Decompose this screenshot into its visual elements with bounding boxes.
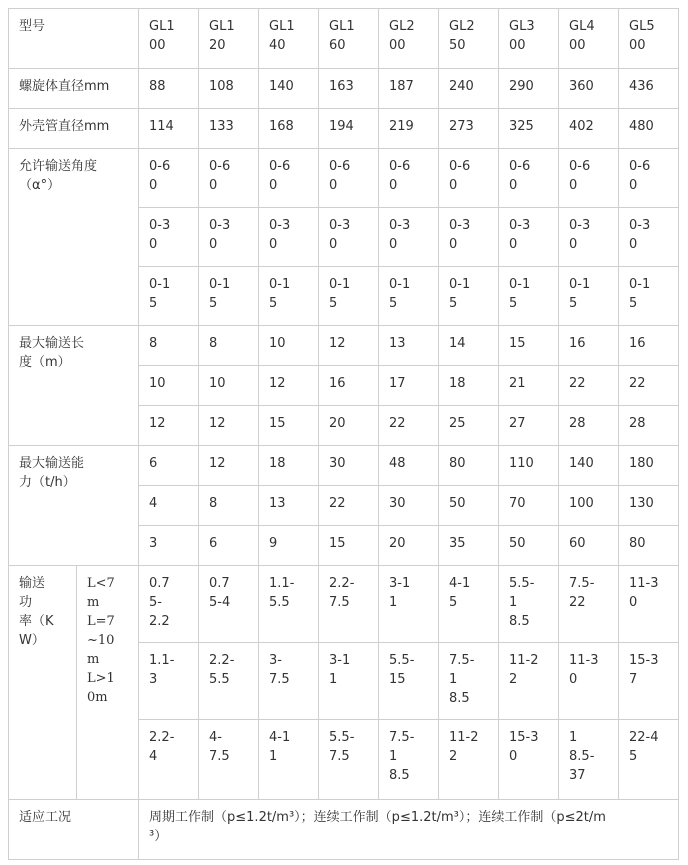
row-max-length-value-text: 14 bbox=[449, 336, 466, 351]
row-angle-value bbox=[559, 149, 619, 208]
row-max-length-value bbox=[259, 326, 319, 366]
row-capacity-value bbox=[619, 446, 679, 486]
row-max-length-value-text: 8 bbox=[209, 336, 218, 351]
header-model-2 bbox=[259, 9, 319, 69]
row-power-value-text: 4-1 5 bbox=[449, 576, 471, 610]
row-capacity-value-text: 180 bbox=[629, 456, 654, 471]
row-angle-value-text: 0-1 5 bbox=[629, 277, 651, 311]
row-max-length-value bbox=[139, 406, 199, 446]
row-capacity-value-text: 22 bbox=[329, 496, 346, 511]
row-pipe-diameter-value bbox=[619, 109, 679, 149]
row-screw-diameter-value-text: 240 bbox=[449, 79, 474, 94]
row-angle-value-text: 0-1 5 bbox=[569, 277, 591, 311]
row-max-length-value-text: 22 bbox=[569, 376, 586, 391]
row-screw-diameter-value bbox=[619, 69, 679, 109]
row-power-value bbox=[259, 720, 319, 800]
row-max-length-value-text: 12 bbox=[209, 416, 226, 431]
row-max-length-value-text: 15 bbox=[269, 416, 286, 431]
row-power-value-text: 11-2 2 bbox=[449, 730, 479, 764]
row-power-value bbox=[259, 566, 319, 643]
row-max-length-value-text: 10 bbox=[149, 376, 166, 391]
row-max-length-value-text: 16 bbox=[329, 376, 346, 391]
row-capacity-value bbox=[259, 486, 319, 526]
row-angle-value bbox=[319, 208, 379, 267]
row-power-value-text: 2.2- 5.5 bbox=[209, 653, 235, 687]
row-angle-value-text: 0-3 0 bbox=[269, 218, 291, 252]
row-angle-value bbox=[319, 267, 379, 326]
row-power-value-text: 11-3 0 bbox=[569, 653, 599, 687]
row-angle-value-text: 0-6 0 bbox=[629, 159, 651, 193]
header-model-7-text: GL4 00 bbox=[569, 19, 595, 53]
row-angle-value bbox=[259, 149, 319, 208]
row-pipe-diameter-value-text: 114 bbox=[149, 119, 174, 134]
row-angle-value-text: 0-6 0 bbox=[569, 159, 591, 193]
row-power-value-text: 11-2 2 bbox=[509, 653, 539, 687]
row-max-length-value-text: 21 bbox=[509, 376, 526, 391]
row-max-length-value-text: 12 bbox=[269, 376, 286, 391]
row-angle-label bbox=[9, 149, 139, 326]
row-screw-diameter-value-text: 187 bbox=[389, 79, 414, 94]
row-power-value bbox=[499, 566, 559, 643]
row-angle-value-text: 0-3 0 bbox=[449, 218, 471, 252]
row-power-value-text: 1 8.5- 37 bbox=[569, 730, 595, 783]
row-power-value bbox=[379, 643, 439, 720]
row-power-value bbox=[379, 720, 439, 800]
row-angle-value bbox=[199, 267, 259, 326]
row-capacity-value-text: 80 bbox=[449, 456, 466, 471]
row-max-length-value bbox=[559, 406, 619, 446]
row-pipe-diameter-value bbox=[139, 109, 199, 149]
row-max-length-value-text: 28 bbox=[569, 416, 586, 431]
row-max-length-value bbox=[619, 326, 679, 366]
row-capacity-value-text: 70 bbox=[509, 496, 526, 511]
row-capacity-value bbox=[619, 486, 679, 526]
row-max-length-value bbox=[379, 326, 439, 366]
row-capacity-value-text: 20 bbox=[389, 536, 406, 551]
row-pipe-diameter bbox=[9, 109, 679, 149]
row-angle-value bbox=[259, 208, 319, 267]
row-power-value-text: 4- 7.5 bbox=[209, 730, 230, 764]
row-angle-value bbox=[379, 149, 439, 208]
row-max-length-value-text: 18 bbox=[449, 376, 466, 391]
row-max-length-value-text: 8 bbox=[149, 336, 158, 351]
row-capacity-value bbox=[619, 526, 679, 566]
row-capacity-value-text: 50 bbox=[449, 496, 466, 511]
row-pipe-diameter-value bbox=[199, 109, 259, 149]
row-angle-value bbox=[379, 267, 439, 326]
row-capacity-value-text: 13 bbox=[269, 496, 286, 511]
row-angle-value-text: 0-6 0 bbox=[389, 159, 411, 193]
row-max-length-value bbox=[259, 366, 319, 406]
row-power-value bbox=[499, 720, 559, 800]
spec-table bbox=[8, 8, 679, 860]
row-power-value bbox=[439, 720, 499, 800]
row-pipe-diameter-value-text: 219 bbox=[389, 119, 414, 134]
header-model-label-text: 型号 bbox=[19, 19, 46, 34]
row-power-value-text: 1.1- 5.5 bbox=[269, 576, 295, 610]
row-capacity-value bbox=[439, 526, 499, 566]
row-capacity-value-text: 110 bbox=[509, 456, 534, 471]
header-model-7 bbox=[559, 9, 619, 69]
row-max-length-value bbox=[319, 406, 379, 446]
row-power-value bbox=[319, 643, 379, 720]
row-max-length-value bbox=[499, 406, 559, 446]
row-power-value-text: 5.5- 1 8.5 bbox=[509, 576, 535, 629]
header-model-0 bbox=[139, 9, 199, 69]
row-angle-value-text: 0-3 0 bbox=[389, 218, 411, 252]
row-max-length-value-text: 28 bbox=[629, 416, 646, 431]
row-screw-diameter bbox=[9, 69, 679, 109]
row-max-length-value-text: 15 bbox=[509, 336, 526, 351]
row-capacity-value-text: 6 bbox=[209, 536, 218, 551]
row-power-value bbox=[439, 643, 499, 720]
header-model-3 bbox=[319, 9, 379, 69]
row-capacity-value-text: 6 bbox=[149, 456, 158, 471]
row-screw-diameter-value bbox=[559, 69, 619, 109]
row-max-length-value bbox=[199, 406, 259, 446]
row-angle-value-text: 0-1 5 bbox=[209, 277, 231, 311]
row-power-value bbox=[139, 643, 199, 720]
row-max-length-value bbox=[619, 366, 679, 406]
row-angle-value bbox=[319, 149, 379, 208]
row-max-length-value bbox=[559, 366, 619, 406]
row-angle-value bbox=[499, 267, 559, 326]
row-max-length-value-text: 22 bbox=[389, 416, 406, 431]
row-power-value bbox=[379, 566, 439, 643]
row-screw-diameter-value bbox=[259, 69, 319, 109]
header-model-1 bbox=[199, 9, 259, 69]
row-power-value bbox=[559, 643, 619, 720]
row-angle-value bbox=[559, 267, 619, 326]
header-model-5-text: GL2 50 bbox=[449, 19, 475, 53]
row-capacity-value-text: 35 bbox=[449, 536, 466, 551]
row-capacity-value bbox=[139, 486, 199, 526]
row-capacity-value-text: 30 bbox=[329, 456, 346, 471]
row-pipe-diameter-value-text: 325 bbox=[509, 119, 534, 134]
row-screw-diameter-value-text: 140 bbox=[269, 79, 294, 94]
row-angle-value bbox=[439, 267, 499, 326]
row-power-value-text: 15-3 0 bbox=[509, 730, 539, 764]
header-model-0-text: GL1 00 bbox=[149, 19, 175, 53]
row-angle-value bbox=[139, 208, 199, 267]
row-screw-diameter-value-text: 88 bbox=[149, 79, 166, 94]
row-angle-value bbox=[619, 208, 679, 267]
row-power-value-text: 0.7 5-4 bbox=[209, 576, 231, 610]
header-model-4-text: GL2 00 bbox=[389, 19, 415, 53]
row-power-label bbox=[9, 566, 77, 800]
row-screw-diameter-value bbox=[439, 69, 499, 109]
row-pipe-diameter-value-text: 168 bbox=[269, 119, 294, 134]
row-angle-value-text: 0-1 5 bbox=[509, 277, 531, 311]
row-screw-diameter-value-text: 163 bbox=[329, 79, 354, 94]
row-capacity-value-text: 80 bbox=[629, 536, 646, 551]
row-power-value-text: 7.5- 1 8.5 bbox=[449, 653, 475, 706]
row-power-value bbox=[259, 643, 319, 720]
row-screw-diameter-value bbox=[499, 69, 559, 109]
row-capacity-value bbox=[319, 446, 379, 486]
row-power-value-text: 5.5- 15 bbox=[389, 653, 415, 687]
row-screw-diameter-value bbox=[379, 69, 439, 109]
header-model-8-text: GL5 00 bbox=[629, 19, 655, 53]
row-conditions bbox=[9, 800, 679, 860]
row-max-length-value-text: 27 bbox=[509, 416, 526, 431]
row-angle-value bbox=[439, 149, 499, 208]
header-model-1-text: GL1 20 bbox=[209, 19, 235, 53]
row-angle-0 bbox=[9, 149, 679, 208]
row-max-length-label bbox=[9, 326, 139, 446]
row-capacity-value bbox=[559, 526, 619, 566]
row-screw-diameter-value bbox=[139, 69, 199, 109]
header-model-3-text: GL1 60 bbox=[329, 19, 355, 53]
row-capacity-value bbox=[559, 486, 619, 526]
row-capacity-value bbox=[379, 486, 439, 526]
row-capacity-value bbox=[259, 526, 319, 566]
row-angle-value bbox=[619, 267, 679, 326]
row-conditions-value-text: 周期工作制（p≤1.2t/m³）；连续工作制（p≤1.2t/m³）；连续工作制（p≤2t/m ³） bbox=[149, 810, 606, 844]
row-angle-value bbox=[259, 267, 319, 326]
row-capacity-value-text: 48 bbox=[389, 456, 406, 471]
row-screw-diameter-value-text: 360 bbox=[569, 79, 594, 94]
row-power-value bbox=[499, 643, 559, 720]
row-capacity-value-text: 130 bbox=[629, 496, 654, 511]
row-screw-diameter-value bbox=[199, 69, 259, 109]
row-max-length-value bbox=[319, 326, 379, 366]
row-power-value bbox=[559, 566, 619, 643]
row-angle-value bbox=[379, 208, 439, 267]
row-angle-value bbox=[199, 149, 259, 208]
row-pipe-diameter-label-text: 外壳管直径mm bbox=[19, 119, 110, 134]
header-model-6-text: GL3 00 bbox=[509, 19, 535, 53]
row-max-length-value bbox=[259, 406, 319, 446]
row-angle-value-text: 0-6 0 bbox=[149, 159, 171, 193]
row-screw-diameter-value-text: 108 bbox=[209, 79, 234, 94]
row-conditions-value bbox=[139, 800, 679, 860]
row-capacity-value bbox=[499, 526, 559, 566]
row-angle-value-text: 0-3 0 bbox=[209, 218, 231, 252]
row-screw-diameter-value-text: 290 bbox=[509, 79, 534, 94]
row-capacity-value bbox=[199, 486, 259, 526]
row-capacity-value bbox=[559, 446, 619, 486]
row-angle-value bbox=[139, 149, 199, 208]
row-angle-value-text: 0-1 5 bbox=[329, 277, 351, 311]
row-pipe-diameter-value bbox=[439, 109, 499, 149]
row-capacity-value-text: 140 bbox=[569, 456, 594, 471]
row-max-length-value bbox=[199, 326, 259, 366]
row-power-value-text: 7.5- 1 8.5 bbox=[389, 730, 415, 783]
row-angle-value-text: 0-3 0 bbox=[629, 218, 651, 252]
row-capacity-value bbox=[139, 446, 199, 486]
row-capacity-value-text: 30 bbox=[389, 496, 406, 511]
row-max-length-value bbox=[499, 366, 559, 406]
row-capacity-value-text: 4 bbox=[149, 496, 158, 511]
row-pipe-diameter-value-text: 480 bbox=[629, 119, 654, 134]
header-model-2-text: GL1 40 bbox=[269, 19, 295, 53]
row-pipe-diameter-value-text: 402 bbox=[569, 119, 594, 134]
row-power-value bbox=[619, 643, 679, 720]
row-max-length-label-text: 最大输送长 度（m） bbox=[19, 336, 85, 370]
header-model-6 bbox=[499, 9, 559, 69]
row-capacity-label-text: 最大输送能 力（t/h） bbox=[19, 456, 85, 490]
row-power-value-text: 5.5- 7.5 bbox=[329, 730, 355, 764]
row-capacity-label bbox=[9, 446, 139, 566]
row-capacity-value bbox=[319, 526, 379, 566]
row-angle-value bbox=[499, 208, 559, 267]
row-angle-value-text: 0-3 0 bbox=[329, 218, 351, 252]
row-power-value bbox=[139, 566, 199, 643]
row-capacity-value bbox=[439, 486, 499, 526]
row-screw-diameter-value bbox=[319, 69, 379, 109]
row-capacity-value bbox=[199, 446, 259, 486]
row-max-length-value-text: 22 bbox=[629, 376, 646, 391]
row-angle-value-text: 0-6 0 bbox=[269, 159, 291, 193]
row-power-value bbox=[439, 566, 499, 643]
row-max-length-value-text: 25 bbox=[449, 416, 466, 431]
header-model-4 bbox=[379, 9, 439, 69]
row-angle-value-text: 0-3 0 bbox=[149, 218, 171, 252]
row-power-value-text: 22-4 5 bbox=[629, 730, 659, 764]
row-capacity-value-text: 3 bbox=[149, 536, 158, 551]
row-power-value bbox=[319, 566, 379, 643]
row-screw-diameter-label bbox=[9, 69, 139, 109]
row-angle-value bbox=[559, 208, 619, 267]
row-power-value-text: 11-3 0 bbox=[629, 576, 659, 610]
row-max-length-value bbox=[139, 326, 199, 366]
row-pipe-diameter-value-text: 133 bbox=[209, 119, 234, 134]
row-angle-value-text: 0-6 0 bbox=[209, 159, 231, 193]
row-max-length-value bbox=[619, 406, 679, 446]
row-capacity-value-text: 8 bbox=[209, 496, 218, 511]
row-angle-value-text: 0-6 0 bbox=[449, 159, 471, 193]
row-pipe-diameter-value bbox=[259, 109, 319, 149]
row-angle-value bbox=[499, 149, 559, 208]
row-max-length-value bbox=[439, 326, 499, 366]
row-power-value-text: 2.2- 7.5 bbox=[329, 576, 355, 610]
row-capacity-value bbox=[319, 486, 379, 526]
row-max-length-value-text: 16 bbox=[569, 336, 586, 351]
row-capacity-value-text: 9 bbox=[269, 536, 278, 551]
row-capacity-value bbox=[379, 446, 439, 486]
row-capacity-value bbox=[499, 446, 559, 486]
row-max-length-value-text: 13 bbox=[389, 336, 406, 351]
row-angle-value bbox=[139, 267, 199, 326]
row-max-length-value bbox=[139, 366, 199, 406]
row-max-length-value-text: 12 bbox=[329, 336, 346, 351]
row-capacity-value bbox=[259, 446, 319, 486]
row-angle-value bbox=[199, 208, 259, 267]
header-model-label bbox=[9, 9, 139, 69]
row-max-length-value-text: 10 bbox=[269, 336, 286, 351]
row-power-length-conditions-text: L<7 m L=7 ~10 m L>1 0m bbox=[87, 576, 115, 705]
row-angle-value-text: 0-1 5 bbox=[449, 277, 471, 311]
row-max-length-value-text: 12 bbox=[149, 416, 166, 431]
row-max-length-value bbox=[439, 406, 499, 446]
row-max-length-value-text: 17 bbox=[389, 376, 406, 391]
row-capacity-value-text: 12 bbox=[209, 456, 226, 471]
row-capacity-value bbox=[379, 526, 439, 566]
row-power-label-text: 输送 功 率（K W） bbox=[19, 576, 54, 648]
row-power-value-text: 3-1 1 bbox=[389, 576, 411, 610]
row-capacity-value-text: 18 bbox=[269, 456, 286, 471]
row-angle-value-text: 0-3 0 bbox=[569, 218, 591, 252]
row-capacity-value bbox=[439, 446, 499, 486]
row-capacity-value-text: 100 bbox=[569, 496, 594, 511]
row-angle-value-text: 0-1 5 bbox=[149, 277, 171, 311]
row-pipe-diameter-value bbox=[499, 109, 559, 149]
header-model-8 bbox=[619, 9, 679, 69]
header-row bbox=[9, 9, 679, 69]
row-power-value bbox=[619, 720, 679, 800]
row-power-value bbox=[199, 720, 259, 800]
row-capacity-value bbox=[139, 526, 199, 566]
row-angle-value-text: 0-6 0 bbox=[329, 159, 351, 193]
row-angle-value-text: 0-1 5 bbox=[389, 277, 411, 311]
row-pipe-diameter-value-text: 273 bbox=[449, 119, 474, 134]
row-pipe-diameter-label bbox=[9, 109, 139, 149]
row-pipe-diameter-value bbox=[379, 109, 439, 149]
row-angle-value-text: 0-3 0 bbox=[509, 218, 531, 252]
row-power-value-text: 3- 7.5 bbox=[269, 653, 290, 687]
row-conditions-label-text: 适应工况 bbox=[19, 810, 72, 825]
row-power-value-text: 4-1 1 bbox=[269, 730, 291, 764]
row-power-value bbox=[619, 566, 679, 643]
row-capacity-value-text: 15 bbox=[329, 536, 346, 551]
row-pipe-diameter-value bbox=[559, 109, 619, 149]
row-max-length-value bbox=[379, 366, 439, 406]
row-screw-diameter-label-text: 螺旋体直径mm bbox=[19, 79, 110, 94]
header-model-5 bbox=[439, 9, 499, 69]
row-angle-value bbox=[439, 208, 499, 267]
row-max-length-value-text: 10 bbox=[209, 376, 226, 391]
row-power-value-text: 7.5- 22 bbox=[569, 576, 595, 610]
row-pipe-diameter-value bbox=[319, 109, 379, 149]
row-power-value bbox=[139, 720, 199, 800]
row-power-value-text: 15-3 7 bbox=[629, 653, 659, 687]
row-screw-diameter-value-text: 436 bbox=[629, 79, 654, 94]
row-max-length-value bbox=[439, 366, 499, 406]
row-capacity-value-text: 50 bbox=[509, 536, 526, 551]
row-max-length-value bbox=[319, 366, 379, 406]
row-max-length-value-text: 20 bbox=[329, 416, 346, 431]
row-conditions-label bbox=[9, 800, 139, 860]
row-capacity-value bbox=[199, 526, 259, 566]
row-power-value bbox=[199, 643, 259, 720]
row-max-length-0 bbox=[9, 326, 679, 366]
row-angle-value-text: 0-6 0 bbox=[509, 159, 531, 193]
row-power-length-conditions bbox=[77, 566, 139, 800]
row-power-value-text: 0.7 5- 2.2 bbox=[149, 576, 170, 629]
row-power-value bbox=[199, 566, 259, 643]
row-angle-label-text: 允许输送角度 （α°） bbox=[19, 159, 98, 193]
row-power-value bbox=[559, 720, 619, 800]
row-max-length-value bbox=[379, 406, 439, 446]
row-power-value-text: 2.2- 4 bbox=[149, 730, 175, 764]
row-power-value-text: 1.1- 3 bbox=[149, 653, 175, 687]
row-max-length-value bbox=[199, 366, 259, 406]
row-pipe-diameter-value-text: 194 bbox=[329, 119, 354, 134]
row-capacity-value-text: 60 bbox=[569, 536, 586, 551]
row-angle-value-text: 0-1 5 bbox=[269, 277, 291, 311]
row-max-length-value-text: 16 bbox=[629, 336, 646, 351]
row-power-value-text: 3-1 1 bbox=[329, 653, 351, 687]
row-power-value bbox=[319, 720, 379, 800]
row-angle-value bbox=[619, 149, 679, 208]
row-power-0 bbox=[9, 566, 679, 643]
row-max-length-value bbox=[559, 326, 619, 366]
row-max-length-value bbox=[499, 326, 559, 366]
row-capacity-value bbox=[499, 486, 559, 526]
row-capacity-0 bbox=[9, 446, 679, 486]
